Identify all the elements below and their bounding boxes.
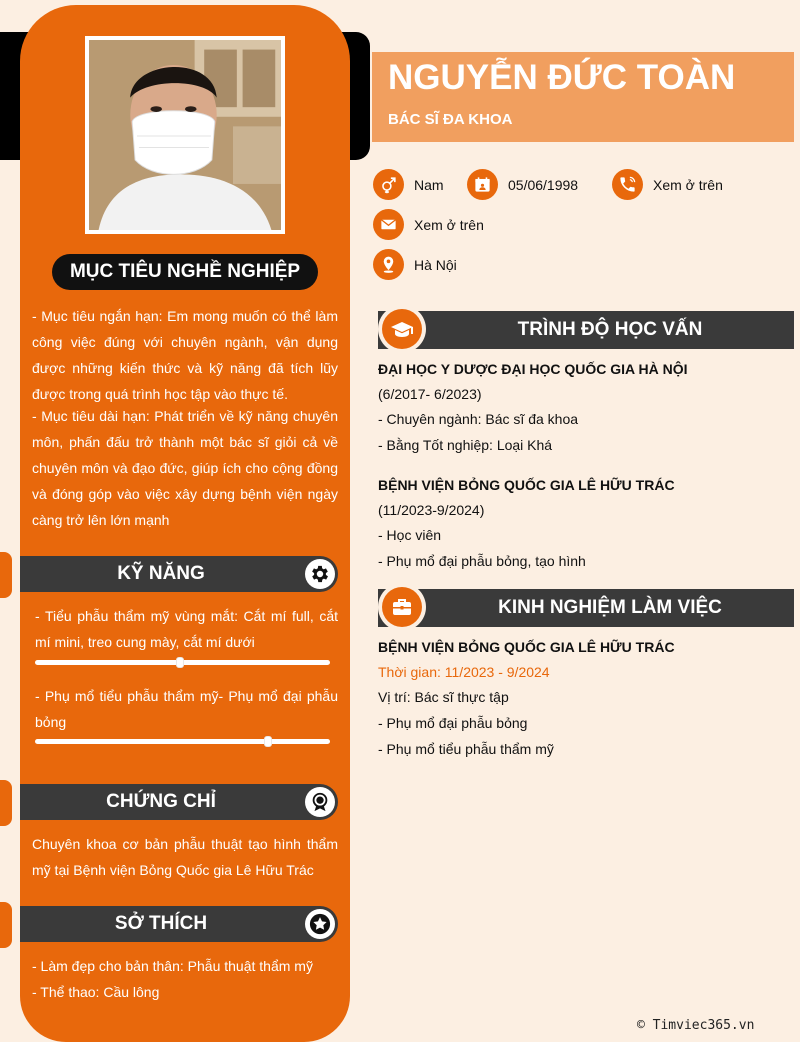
- name-header: [372, 52, 794, 142]
- education-1-org: ĐẠI HỌC Y DƯỢC ĐẠI HỌC QUỐC GIA HÀ NỘI: [378, 361, 688, 377]
- experience-line-1: - Phụ mổ đại phẫu bỏng: [378, 715, 528, 731]
- email-value: Xem ở trên: [414, 216, 484, 233]
- gender-value: Nam: [414, 176, 444, 193]
- experience-position: Vị trí: Bác sĩ thực tập: [378, 689, 509, 705]
- email-icon: [373, 209, 404, 240]
- skill-item-1-text: - Tiểu phẫu thẩm mỹ vùng mắt: Cắt mí full, cắt mí mini, treo cung mày, cắt mí dưới: [35, 608, 338, 650]
- gender-item: [373, 169, 444, 200]
- education-1-time: (6/2017- 6/2023): [378, 386, 482, 402]
- star-icon: [305, 909, 335, 939]
- experience-org: BỆNH VIỆN BỎNG QUỐC GIA LÊ HỮU TRÁC: [378, 639, 675, 655]
- skills-heading: [20, 556, 338, 592]
- skills-edge-tab: [0, 552, 12, 598]
- objective-short-term: - Mục tiêu ngắn hạn: Em mong muốn có thể làm công việc đúng với chuyên ngành, vận dụng được những kiến thức và kỹ năng đã tích lũy được trong quá trình học tập vào thực tế.: [32, 308, 338, 402]
- education-2-line-2: - Phụ mổ đại phẫu bỏng, tạo hình: [378, 553, 586, 569]
- birthday-item: [467, 169, 578, 200]
- education-2-time: (11/2023-9/2024): [378, 502, 485, 518]
- address-value: Hà Nội: [414, 256, 457, 273]
- certificates-text: Chuyên khoa cơ bản phẫu thuật tạo hình thẩm mỹ tại Bệnh viện Bỏng Quốc gia Lê Hữu Trác: [32, 836, 338, 878]
- graduation-cap-icon: [382, 309, 422, 349]
- address-item: [373, 249, 457, 280]
- medal-icon: [305, 787, 335, 817]
- calendar-icon: [467, 169, 498, 200]
- job-title: BÁC SĨ ĐA KHOA: [388, 111, 513, 128]
- gear-icon: [305, 559, 335, 589]
- education-1-line-1: - Chuyên ngành: Bác sĩ đa khoa: [378, 411, 579, 427]
- briefcase-icon-holder: [378, 583, 426, 631]
- education-1-line-2: - Bằng Tốt nghiệp: Loại Khá: [378, 437, 553, 453]
- education-heading-label: TRÌNH ĐỘ HỌC VẤN: [517, 319, 703, 340]
- profile-photo: [85, 36, 285, 234]
- objective-long-term: - Mục tiêu dài hạn: Phát triển về kỹ năng chuyên môn, phấn đấu trở thành một bác sĩ giỏi cả về chuyên môn và đạo đức, giúp ích cho cộng đồng và đóng góp vào việc xây dựng bệnh viện ngày càng trở lên lớn mạnh: [32, 408, 338, 528]
- certificates-edge-tab: [0, 780, 12, 826]
- email-item: [373, 209, 484, 240]
- skill-item-1-knob: [176, 657, 184, 668]
- experience-heading-label: KINH NGHIỆM LÀM VIỆC: [498, 597, 722, 618]
- footer-credit: © Timviec365.vn: [637, 1018, 755, 1033]
- phone-value: Xem ở trên: [653, 176, 723, 193]
- full-name: NGUYỄN ĐỨC TOÀN: [388, 58, 736, 97]
- phone-icon: [612, 169, 643, 200]
- education-heading: [378, 311, 794, 349]
- hobbies-heading-label: SỞ THÍCH: [114, 913, 208, 934]
- hobbies-heading: [20, 906, 338, 942]
- hobbies-edge-tab: [0, 902, 12, 948]
- location-icon: [373, 249, 404, 280]
- phone-item: [612, 169, 723, 200]
- briefcase-icon: [382, 587, 422, 627]
- birthday-value: 05/06/1998: [508, 176, 579, 193]
- gender-icon: [373, 169, 404, 200]
- hobby-item-2: - Thể thao: Cầu lông: [32, 984, 160, 1000]
- education-2-line-1: - Học viên: [378, 527, 442, 543]
- experience-heading: [378, 589, 794, 627]
- graduation-cap-icon-holder: [378, 305, 426, 353]
- hobby-item-1: - Làm đẹp cho bản thân: Phẫu thuật thẩm mỹ: [32, 958, 313, 974]
- skill-item-1-bar: [35, 660, 330, 665]
- left-column: [20, 5, 350, 1042]
- certificates-heading-label: CHỨNG CHỈ: [106, 791, 216, 812]
- objective-heading: MỤC TIÊU NGHỀ NGHIỆP: [52, 254, 318, 290]
- certificates-heading: [20, 784, 338, 820]
- education-2-org: BỆNH VIỆN BỎNG QUỐC GIA LÊ HỮU TRÁC: [378, 477, 675, 493]
- experience-time: Thời gian: 11/2023 - 9/2024: [378, 664, 550, 680]
- skill-item-2-knob: [264, 736, 272, 747]
- skill-item-2-text: - Phụ mổ tiểu phẫu thẩm mỹ- Phụ mổ đại phẫu bỏng: [35, 688, 338, 730]
- experience-line-2: - Phụ mổ tiểu phẫu thẩm mỹ: [378, 741, 554, 757]
- skills-heading-label: KỸ NĂNG: [117, 563, 205, 584]
- skill-item-2-bar: [35, 739, 330, 744]
